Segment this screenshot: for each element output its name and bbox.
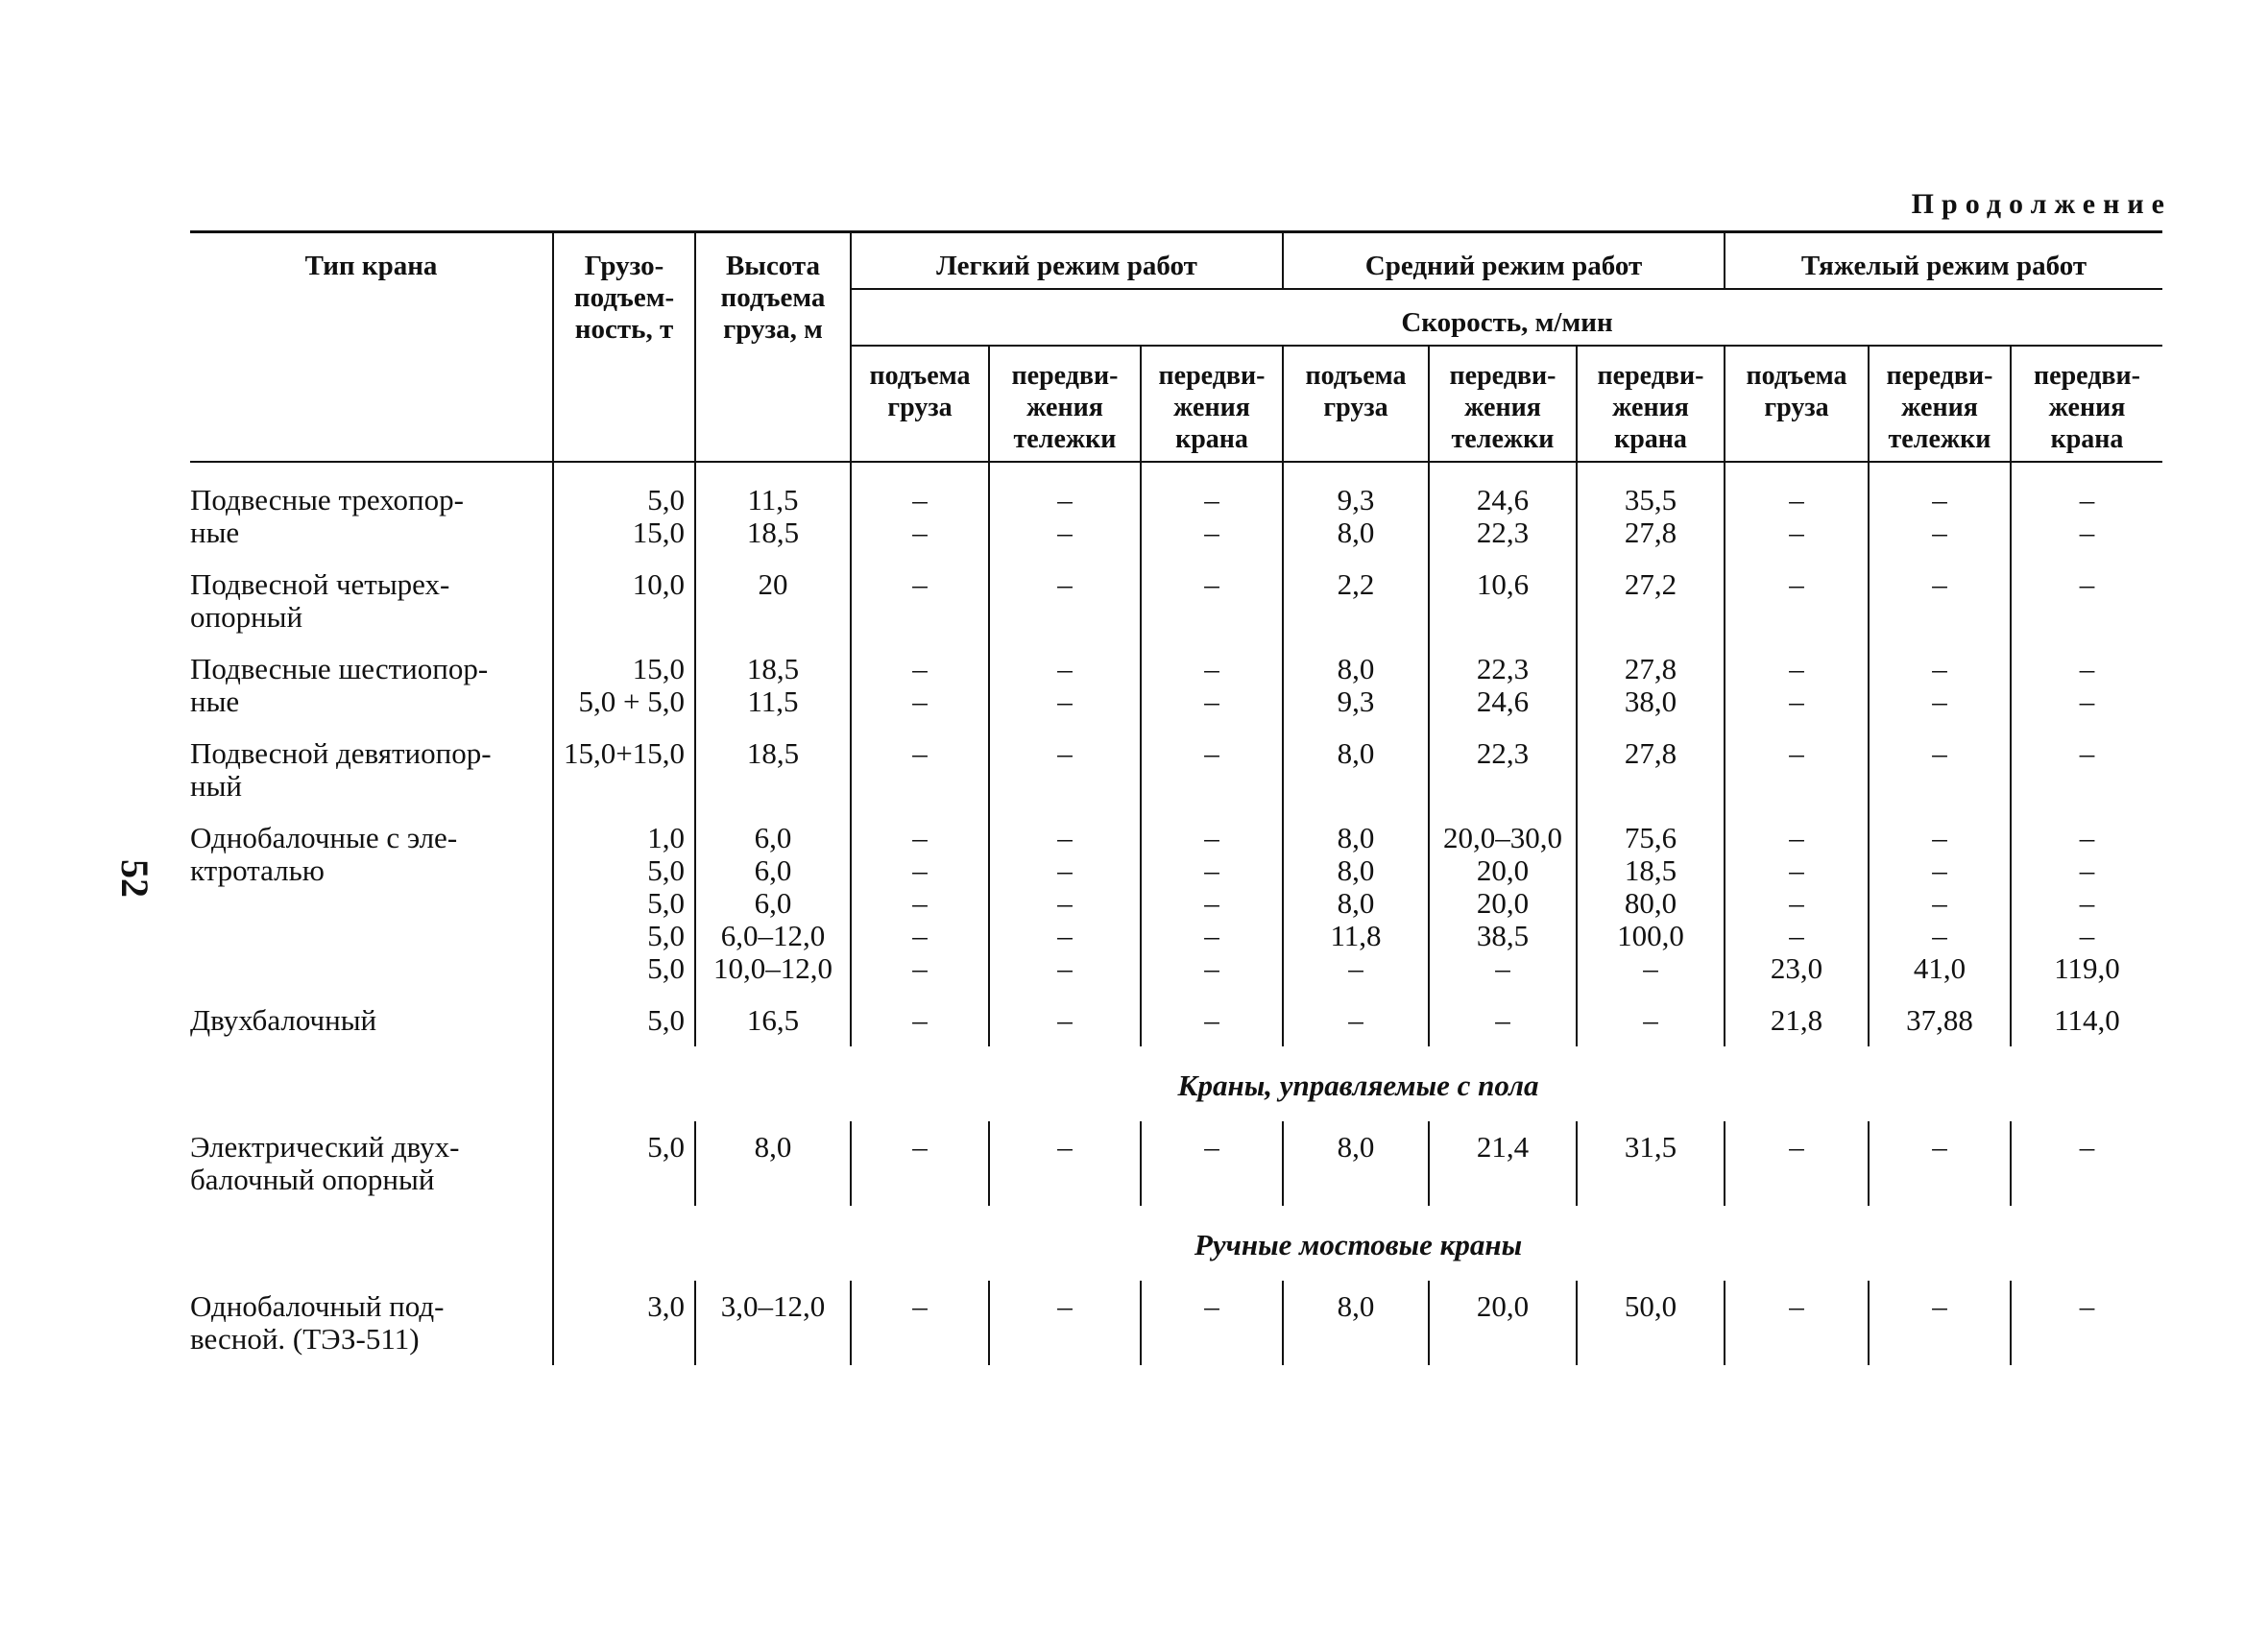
cell-line: 11,5: [747, 483, 799, 516]
header-heavy-lift: подъема груза: [1725, 346, 1869, 462]
light-trolley-speed-cell: [989, 995, 1141, 1046]
cell-line: 5,0: [647, 1130, 685, 1164]
cell-line: –: [1204, 1289, 1219, 1323]
light-crane-speed-cell: [1141, 1281, 1283, 1365]
cell-line: –: [1057, 1289, 1073, 1323]
cell-line: 9,3: [1337, 684, 1375, 718]
cell-line: весной. (ТЭЗ-511): [190, 1322, 420, 1356]
cell-line: 18,5: [746, 652, 800, 685]
cell-line: Однобалочный под-: [190, 1289, 445, 1323]
cell-line: –: [2079, 567, 2095, 601]
table-row: [190, 995, 2162, 1046]
heavy-lift-speed-cell: [1725, 812, 1869, 995]
header-light-crane: передви- жения крана: [1141, 346, 1283, 462]
cell-line: –: [1057, 853, 1073, 887]
cell-line: 27,8: [1624, 736, 1677, 770]
lift-height-cell: [695, 462, 851, 559]
cell-line: –: [1057, 1130, 1073, 1164]
light-trolley-speed-cell: [989, 812, 1141, 995]
cell-line: 6,0: [754, 886, 792, 920]
cell-line: –: [1789, 1289, 1804, 1323]
cell-line: 114,0: [2054, 1003, 2120, 1037]
cell-line: ный: [190, 769, 243, 803]
cell-line: 35,5: [1624, 483, 1677, 516]
cell-line: –: [912, 886, 928, 920]
capacity-cell: [553, 812, 695, 995]
cell-line: –: [912, 1003, 928, 1037]
light-trolley-speed-cell: [989, 1121, 1141, 1206]
heavy-lift-speed-cell: [1725, 1121, 1869, 1206]
cell-line: –: [1204, 483, 1219, 516]
light-trolley-speed-cell: [989, 1281, 1141, 1365]
heavy-crane-speed-cell: [2011, 728, 2162, 812]
cell-line: –: [1204, 919, 1219, 952]
cell-line: 24,6: [1476, 684, 1530, 718]
medium-trolley-speed-cell: [1429, 559, 1577, 643]
cell-line: –: [1932, 567, 1947, 601]
lift-height-cell: [695, 812, 851, 995]
light-lift-speed-cell: [851, 559, 989, 643]
cell-line: 22,3: [1476, 736, 1530, 770]
crane-type-cell: [190, 559, 553, 643]
cell-line: –: [1789, 736, 1804, 770]
light-crane-speed-cell: [1141, 728, 1283, 812]
cell-line: 6,0: [754, 821, 792, 854]
cell-line: 3,0–12,0: [720, 1289, 826, 1323]
cell-line: 2,2: [1337, 567, 1375, 601]
light-crane-speed-cell: [1141, 559, 1283, 643]
table-row: [190, 559, 2162, 643]
light-crane-speed-cell: [1141, 643, 1283, 728]
medium-trolley-speed-cell: [1429, 1121, 1577, 1206]
light-lift-speed-cell: [851, 1281, 989, 1365]
cell-line: –: [1789, 483, 1804, 516]
cell-line: –: [1789, 1130, 1804, 1164]
cell-line: –: [912, 684, 928, 718]
table-body: [190, 462, 2162, 1365]
heavy-crane-speed-cell: [2011, 1121, 2162, 1206]
header-speed: Скорость, м/мин: [851, 289, 2162, 346]
cell-line: –: [2079, 919, 2095, 952]
heavy-lift-speed-cell: [1725, 728, 1869, 812]
cell-line: 80,0: [1624, 886, 1677, 920]
cell-line: –: [1495, 1003, 1510, 1037]
medium-lift-speed-cell: [1283, 1121, 1429, 1206]
cell-line: –: [1057, 652, 1073, 685]
heavy-trolley-speed-cell: [1869, 462, 2011, 559]
cell-line: Электрический двух-: [190, 1130, 460, 1164]
header-light-lift: подъема груза: [851, 346, 989, 462]
cell-line: –: [1057, 919, 1073, 952]
cell-line: 5,0 + 5,0: [578, 684, 685, 718]
cell-line: 75,6: [1624, 821, 1677, 854]
medium-lift-speed-cell: [1283, 462, 1429, 559]
medium-trolley-speed-cell: [1429, 728, 1577, 812]
header-crane-type: Тип крана: [190, 232, 553, 463]
cell-line: 18,5: [1624, 853, 1677, 887]
cell-line: 18,5: [746, 516, 800, 549]
cell-line: –: [1204, 951, 1219, 985]
cell-line: 41,0: [1913, 951, 1966, 985]
medium-lift-speed-cell: [1283, 559, 1429, 643]
lift-height-cell: [695, 1281, 851, 1365]
cell-line: 23,0: [1770, 951, 1823, 985]
section-title-manual: Ручные мостовые краны: [553, 1206, 2162, 1281]
cell-line: 5,0: [647, 886, 685, 920]
light-crane-speed-cell: [1141, 462, 1283, 559]
table-row: [190, 1121, 2162, 1206]
cell-line: –: [912, 483, 928, 516]
heavy-crane-speed-cell: [2011, 1281, 2162, 1365]
cell-line: –: [1204, 516, 1219, 549]
heavy-trolley-speed-cell: [1869, 1281, 2011, 1365]
cell-line: 11,8: [1330, 919, 1382, 952]
cell-line: –: [2079, 516, 2095, 549]
light-crane-speed-cell: [1141, 995, 1283, 1046]
medium-lift-speed-cell: [1283, 812, 1429, 995]
heavy-crane-speed-cell: [2011, 559, 2162, 643]
cell-line: –: [1932, 886, 1947, 920]
header-medium-crane: передви- жения крана: [1577, 346, 1725, 462]
medium-lift-speed-cell: [1283, 1281, 1429, 1365]
capacity-cell: [553, 728, 695, 812]
cell-line: 15,0+15,0: [564, 736, 685, 770]
header-heavy-crane: передви- жения крана: [2011, 346, 2162, 462]
crane-type-cell: [190, 462, 553, 559]
cell-line: Подвесной девятиопор-: [190, 736, 492, 770]
cell-line: 5,0: [647, 853, 685, 887]
cell-line: –: [912, 516, 928, 549]
capacity-cell: [553, 462, 695, 559]
cell-line: Подвесной четырех-: [190, 567, 450, 601]
cell-line: –: [1789, 821, 1804, 854]
light-trolley-speed-cell: [989, 728, 1141, 812]
cell-line: 10,0–12,0: [713, 951, 832, 985]
cell-line: –: [1932, 483, 1947, 516]
crane-type-cell: [190, 728, 553, 812]
medium-crane-speed-cell: [1577, 728, 1725, 812]
table-row: [190, 462, 2162, 559]
cell-line: 24,6: [1476, 483, 1530, 516]
section-row: [190, 1046, 2162, 1121]
cell-line: 21,8: [1770, 1003, 1823, 1037]
cell-line: –: [1204, 684, 1219, 718]
light-lift-speed-cell: [851, 812, 989, 995]
cell-line: Однобалочные с эле-: [190, 821, 458, 854]
cell-line: 38,0: [1624, 684, 1677, 718]
header-light-trolley: передви- жения тележки: [989, 346, 1141, 462]
cell-line: –: [912, 1130, 928, 1164]
cell-line: 8,0: [1337, 821, 1375, 854]
cell-line: 27,2: [1624, 567, 1677, 601]
medium-crane-speed-cell: [1577, 1121, 1725, 1206]
crane-type-cell: [190, 812, 553, 995]
heavy-lift-speed-cell: [1725, 462, 1869, 559]
header-medium-trolley: передви- жения тележки: [1429, 346, 1577, 462]
cell-line: –: [1932, 684, 1947, 718]
cell-line: 27,8: [1624, 652, 1677, 685]
medium-lift-speed-cell: [1283, 995, 1429, 1046]
cell-line: –: [912, 1289, 928, 1323]
cell-line: –: [2079, 483, 2095, 516]
cell-line: 10,6: [1476, 567, 1530, 601]
cell-line: 10,0: [632, 567, 685, 601]
header-light-mode: Легкий режим работ: [851, 232, 1283, 290]
cell-line: –: [912, 853, 928, 887]
crane-type-cell: [190, 643, 553, 728]
cell-line: 16,5: [746, 1003, 800, 1037]
cell-line: –: [1789, 853, 1804, 887]
cell-line: –: [1204, 1003, 1219, 1037]
cell-line: 5,0: [647, 919, 685, 952]
cell-line: –: [1204, 736, 1219, 770]
cell-line: –: [1057, 516, 1073, 549]
medium-lift-speed-cell: [1283, 643, 1429, 728]
cell-line: 5,0: [647, 951, 685, 985]
page-number: 52: [113, 859, 157, 898]
cell-line: опорный: [190, 600, 303, 634]
cell-line: –: [1057, 684, 1073, 718]
light-trolley-speed-cell: [989, 643, 1141, 728]
cell-line: 22,3: [1476, 652, 1530, 685]
cell-line: –: [1643, 951, 1658, 985]
heavy-trolley-speed-cell: [1869, 812, 2011, 995]
heavy-trolley-speed-cell: [1869, 1121, 2011, 1206]
light-lift-speed-cell: [851, 728, 989, 812]
medium-lift-speed-cell: [1283, 728, 1429, 812]
cell-line: 38,5: [1476, 919, 1530, 952]
lift-height-cell: [695, 1121, 851, 1206]
cell-line: –: [1204, 652, 1219, 685]
cell-line: –: [1932, 821, 1947, 854]
cell-line: 8,0: [1337, 736, 1375, 770]
cell-line: –: [1932, 736, 1947, 770]
cell-line: –: [2079, 853, 2095, 887]
cell-line: Подвесные шестиопор-: [190, 652, 489, 685]
cell-line: 6,0–12,0: [720, 919, 826, 952]
cell-line: 20: [758, 567, 788, 601]
medium-trolley-speed-cell: [1429, 1281, 1577, 1365]
cell-line: 20,0: [1476, 886, 1530, 920]
cell-line: 50,0: [1624, 1289, 1677, 1323]
cell-line: –: [1204, 821, 1219, 854]
medium-trolley-speed-cell: [1429, 812, 1577, 995]
cell-line: ные: [190, 684, 240, 718]
medium-crane-speed-cell: [1577, 812, 1725, 995]
cell-line: –: [1932, 853, 1947, 887]
cell-line: 31,5: [1624, 1130, 1677, 1164]
light-crane-speed-cell: [1141, 812, 1283, 995]
cell-line: –: [1204, 567, 1219, 601]
cell-line: –: [1932, 1130, 1947, 1164]
lift-height-cell: [695, 559, 851, 643]
cell-line: –: [912, 567, 928, 601]
cell-line: 8,0: [1337, 516, 1375, 549]
cell-line: –: [2079, 684, 2095, 718]
table-row: [190, 1281, 2162, 1365]
cell-line: –: [912, 919, 928, 952]
capacity-cell: [553, 643, 695, 728]
heavy-trolley-speed-cell: [1869, 728, 2011, 812]
cell-line: –: [1932, 919, 1947, 952]
header-medium-mode: Средний режим работ: [1283, 232, 1725, 290]
medium-crane-speed-cell: [1577, 559, 1725, 643]
cell-line: Двухбалочный: [190, 1003, 377, 1037]
cell-line: –: [1789, 652, 1804, 685]
cell-line: –: [912, 821, 928, 854]
medium-trolley-speed-cell: [1429, 462, 1577, 559]
cell-line: 100,0: [1617, 919, 1684, 952]
table-header: [190, 232, 2162, 463]
cell-line: –: [2079, 1289, 2095, 1323]
cell-line: –: [1495, 951, 1510, 985]
cell-line: 8,0: [1337, 1289, 1375, 1323]
cell-line: 9,3: [1337, 483, 1375, 516]
heavy-lift-speed-cell: [1725, 643, 1869, 728]
cell-line: –: [1204, 853, 1219, 887]
cell-line: 15,0: [632, 516, 685, 549]
cell-line: –: [1348, 1003, 1363, 1037]
header-medium-lift: подъема груза: [1283, 346, 1429, 462]
section-row: [190, 1206, 2162, 1281]
cell-line: 22,3: [1476, 516, 1530, 549]
cell-line: –: [2079, 736, 2095, 770]
cell-line: 27,8: [1624, 516, 1677, 549]
heavy-lift-speed-cell: [1725, 995, 1869, 1046]
cell-line: –: [1789, 886, 1804, 920]
cell-line: –: [1643, 1003, 1658, 1037]
light-crane-speed-cell: [1141, 1121, 1283, 1206]
medium-crane-speed-cell: [1577, 643, 1725, 728]
capacity-cell: [553, 995, 695, 1046]
cell-line: –: [2079, 652, 2095, 685]
cell-line: –: [1789, 684, 1804, 718]
cell-line: –: [1789, 567, 1804, 601]
cell-line: –: [1057, 951, 1073, 985]
heavy-trolley-speed-cell: [1869, 995, 2011, 1046]
cell-line: 37,88: [1906, 1003, 1973, 1037]
table-row: [190, 812, 2162, 995]
cell-line: Подвесные трехопор-: [190, 483, 464, 516]
light-lift-speed-cell: [851, 462, 989, 559]
heavy-crane-speed-cell: [2011, 643, 2162, 728]
continuation-label: Продолжение: [1911, 188, 2172, 220]
cell-line: –: [1932, 652, 1947, 685]
cell-line: 5,0: [647, 1003, 685, 1037]
cell-line: 8,0: [1337, 652, 1375, 685]
cell-line: –: [1057, 1003, 1073, 1037]
cell-line: 8,0: [754, 1130, 792, 1164]
light-lift-speed-cell: [851, 995, 989, 1046]
light-lift-speed-cell: [851, 643, 989, 728]
cell-line: –: [2079, 886, 2095, 920]
header-heavy-trolley: передви- жения тележки: [1869, 346, 2011, 462]
heavy-crane-speed-cell: [2011, 995, 2162, 1046]
cell-line: 18,5: [746, 736, 800, 770]
cell-line: ные: [190, 516, 240, 549]
capacity-cell: [553, 1281, 695, 1365]
cell-line: 11,5: [747, 684, 799, 718]
heavy-trolley-speed-cell: [1869, 643, 2011, 728]
cell-line: ктроталью: [190, 853, 325, 887]
cell-line: –: [1057, 886, 1073, 920]
cell-line: 20,0: [1476, 1289, 1530, 1323]
light-trolley-speed-cell: [989, 559, 1141, 643]
lift-height-cell: [695, 728, 851, 812]
cell-line: –: [1204, 886, 1219, 920]
cell-line: 21,4: [1476, 1130, 1530, 1164]
heavy-trolley-speed-cell: [1869, 559, 2011, 643]
table-row: [190, 728, 2162, 812]
cell-line: 6,0: [754, 853, 792, 887]
cell-line: 1,0: [647, 821, 685, 854]
cell-line: 20,0: [1476, 853, 1530, 887]
cell-line: –: [1789, 919, 1804, 952]
cell-line: 8,0: [1337, 1130, 1375, 1164]
light-lift-speed-cell: [851, 1121, 989, 1206]
medium-crane-speed-cell: [1577, 995, 1725, 1046]
table-row: [190, 643, 2162, 728]
heavy-lift-speed-cell: [1725, 559, 1869, 643]
cell-line: –: [912, 652, 928, 685]
lift-height-cell: [695, 643, 851, 728]
cell-line: –: [2079, 821, 2095, 854]
capacity-cell: [553, 559, 695, 643]
cell-line: –: [1057, 821, 1073, 854]
cell-line: –: [912, 736, 928, 770]
cell-line: 5,0: [647, 483, 685, 516]
cell-line: –: [1348, 951, 1363, 985]
section-title-floor: Краны, управляемые с пола: [553, 1046, 2162, 1121]
cell-line: 8,0: [1337, 886, 1375, 920]
cell-line: 3,0: [647, 1289, 685, 1323]
header-lift-height: Высота подъема груза, м: [695, 232, 851, 463]
medium-trolley-speed-cell: [1429, 995, 1577, 1046]
cell-line: –: [1057, 736, 1073, 770]
lift-height-cell: [695, 995, 851, 1046]
cell-line: 20,0–30,0: [1443, 821, 1562, 854]
header-heavy-mode: Тяжелый режим работ: [1725, 232, 2162, 290]
heavy-lift-speed-cell: [1725, 1281, 1869, 1365]
cell-line: –: [1789, 516, 1804, 549]
light-trolley-speed-cell: [989, 462, 1141, 559]
header-capacity: Грузо- подъем- ность, т: [553, 232, 695, 463]
cell-line: –: [1932, 516, 1947, 549]
medium-crane-speed-cell: [1577, 1281, 1725, 1365]
medium-crane-speed-cell: [1577, 462, 1725, 559]
capacity-cell: [553, 1121, 695, 1206]
medium-trolley-speed-cell: [1429, 643, 1577, 728]
crane-speed-table: [190, 230, 2162, 1365]
cell-line: –: [1204, 1130, 1219, 1164]
cell-line: 8,0: [1337, 853, 1375, 887]
cell-line: 15,0: [632, 652, 685, 685]
crane-type-cell: [190, 1121, 553, 1206]
cell-line: балочный опорный: [190, 1163, 435, 1196]
crane-type-cell: [190, 1281, 553, 1365]
cell-line: –: [2079, 1130, 2095, 1164]
heavy-crane-speed-cell: [2011, 812, 2162, 995]
cell-line: –: [1057, 567, 1073, 601]
cell-line: –: [1057, 483, 1073, 516]
cell-line: 119,0: [2054, 951, 2120, 985]
crane-type-cell: [190, 995, 553, 1046]
cell-line: –: [1932, 1289, 1947, 1323]
heavy-crane-speed-cell: [2011, 462, 2162, 559]
cell-line: –: [912, 951, 928, 985]
